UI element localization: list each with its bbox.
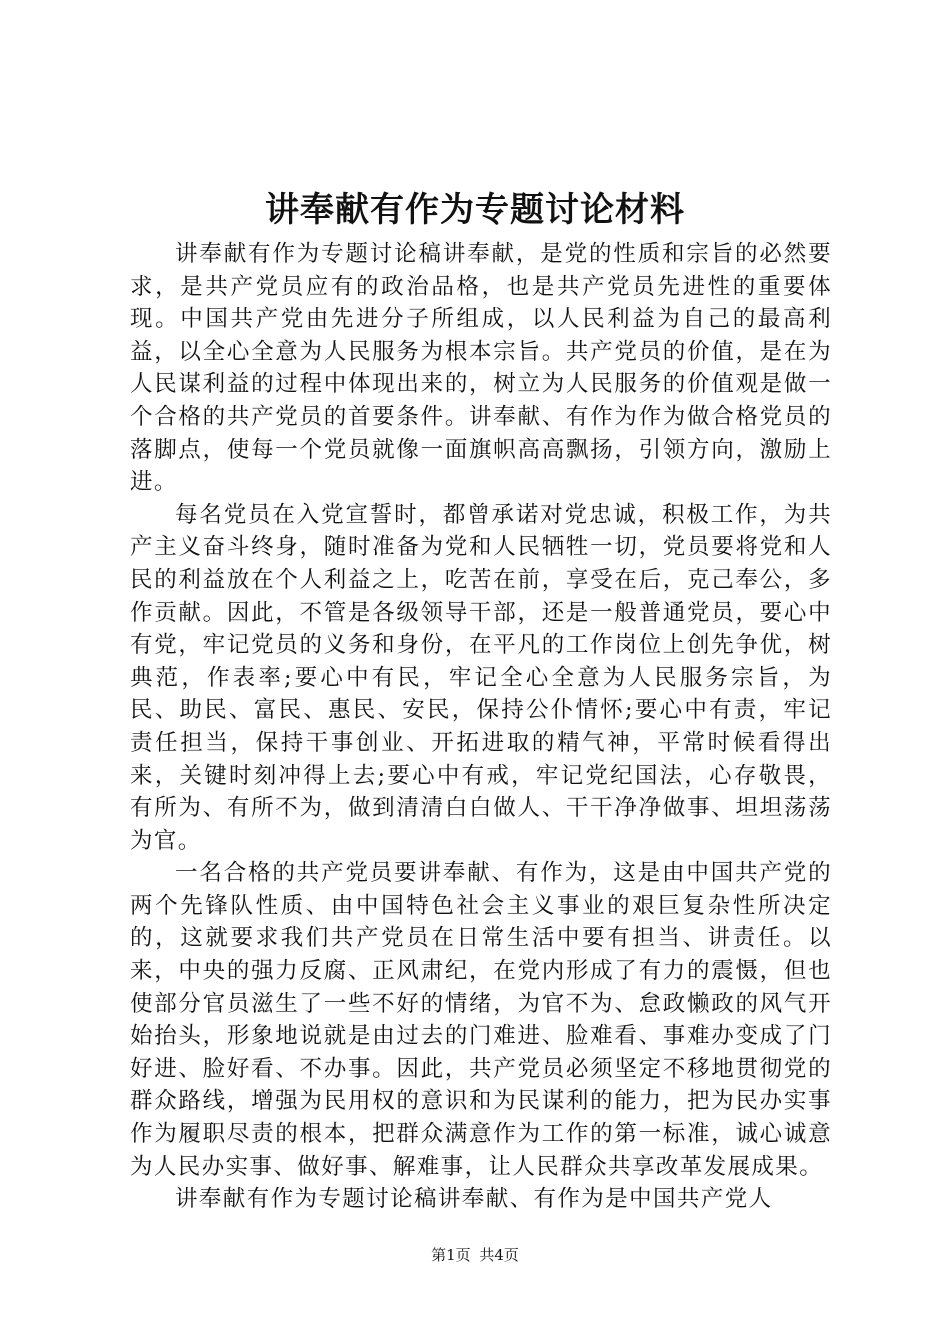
page-total: 共4页 bbox=[479, 1246, 519, 1264]
paragraph: 讲奉献有作为专题讨论稿讲奉献、有作为是中国共产党人 bbox=[175, 1186, 773, 1213]
page-number: 第1页 bbox=[431, 1246, 471, 1264]
paragraph: 讲奉献有作为专题讨论稿讲奉献，是党的性质和宗旨的必然要求，是共产党员应有的政治品格，也是共产党员先进性的重要体现。中国共产党由先进分子所组成，以人民利益为自己的最高利益，以全心全意为人民服务为根本宗旨。共产党员的价值，是在为人民谋利益的过程中体现出来的，树立为人民服务的价值观是做一个合格的共产党员的首要条件。讲奉献、有作为作为做合格党员的落脚点，使每一个党员就像一面旗帜高高飘扬，引领方向，激励上进。 bbox=[130, 241, 832, 496]
paragraph: 一名合格的共产党员要讲奉献、有作为，这是由中国共产党的两个先锋队性质、由中国特色社会主义事业的艰巨复杂性所决定的，这就要求我们共产党员在日常生活中要有担当、讲责任。以来，中央的强力反腐、正风肃纪，在党内形成了有力的震慑，但也使部分官员滋生了一些不好的情绪，为官不为、怠政懒政的风气开始抬头，形象地说就是由过去的门难进、脸难看、事难办变成了门好进、脸好看、不办事。因此，共产党员必须坚定不移地贯彻党的群众路线，增强为民用权的意识和为民谋利的能力，把为民办实事作为履职尽责的根本，把群众满意作为工作的第一标准，诚心诚意为人民办实事、做好事、解难事，让人民群众共享改革发展成果。 bbox=[130, 860, 832, 1180]
paragraph: 每名党员在入党宣誓时，都曾承诺对党忠诚，积极工作，为共产主义奋斗终身，随时准备为党和人民牺牲一切，党员要将党和人民的利益放在个人利益之上，吃苦在前，享受在后，克己奉公，多作贡献。因此，不管是各级领导干部，还是一般普通党员，要心中有党，牢记党员的义务和身份，在平凡的工作岗位上创先争优，树典范，作表率;要心中有民，牢记全心全意为人民服务宗旨，为民、助民、富民、惠民、安民，保持公仆情怀;要心中有责，牢记责任担当，保持干事创业、开拓进取的精气神，平常时候看得出来，关键时刻冲得上去;要心中有戒，牢记党纪国法，心存敬畏，有所为、有所不为，做到清清白白做人、干干净净做事、坦坦荡荡为官。 bbox=[130, 501, 832, 854]
page-footer bbox=[0, 1244, 950, 1266]
document-body bbox=[130, 238, 832, 1216]
document-title: 讲奉献有作为专题讨论材料 bbox=[265, 190, 685, 230]
